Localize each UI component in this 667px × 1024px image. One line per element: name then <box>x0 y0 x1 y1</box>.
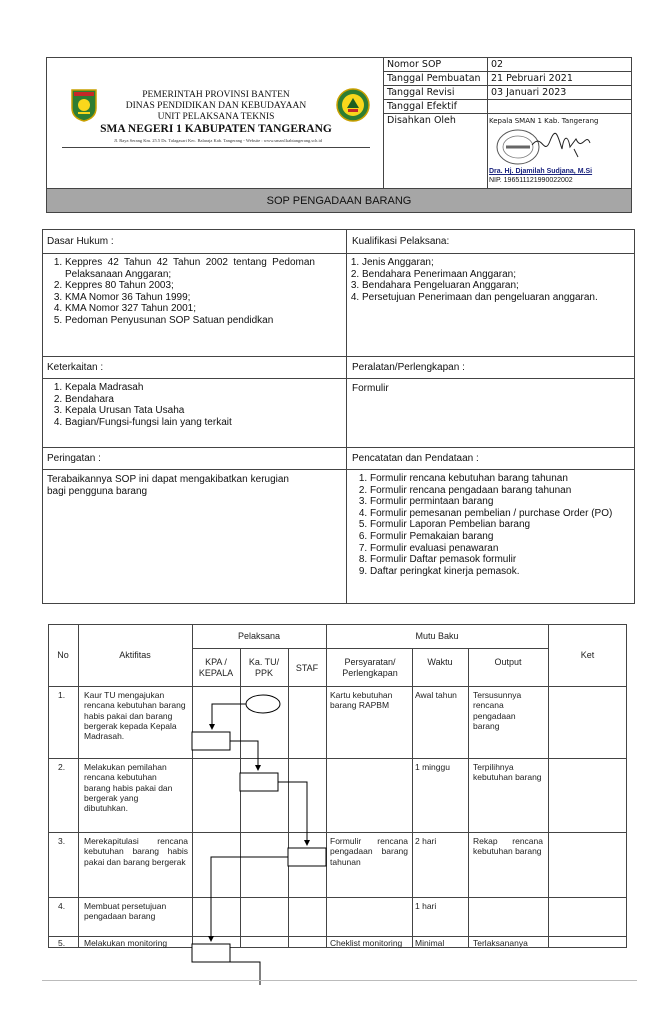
row-persyaratan: Formulir rencana pengadaan barang tahunan <box>330 836 408 867</box>
list-item: 3. KMA Nomor 36 Tahun 1999; <box>65 292 315 304</box>
flow-arrow <box>211 857 288 941</box>
pencatatan-title: Pencatatan dan Pendataan : <box>352 453 479 464</box>
row-number: 4. <box>58 901 66 911</box>
keterkaitan-title: Keterkaitan : <box>47 362 104 373</box>
row-waktu: 2 hari <box>415 836 437 846</box>
signer-nip: NIP. 196511121990022002 <box>489 177 573 184</box>
list-item: 1. Jenis Anggaran; <box>362 257 632 269</box>
list-item: 6. Formulir Pemakaian barang <box>370 531 630 543</box>
school-address: Jl. Raya Serang Km. 25.5 Ds. Talagasari Kec. Balaraja Kab. Tangerang - Website : www.sman1kabtangerang.sch.id <box>113 138 323 143</box>
header-waktu: Waktu <box>427 657 453 667</box>
row-aktifitas: Membuat persetujuan pengadaan barang <box>84 901 167 922</box>
kualifikasi-title: Kualifikasi Pelaksana: <box>352 236 450 247</box>
flow-arrow <box>212 704 246 729</box>
list-item: 8. Formulir Daftar pemasok formulir <box>370 554 630 566</box>
list-item: 1. Formulir rencana kebutuhan barang tahunan <box>370 473 630 485</box>
row-persyaratan: Kartu kebutuhan barang RAPBM <box>330 690 393 711</box>
list-item: 2. Keppres 80 Tahun 2003; <box>65 280 315 292</box>
list-item: 5. Pedoman Penyusunan SOP Satuan pendidkan <box>65 315 315 327</box>
row-number: 2. <box>58 762 66 772</box>
flow-arrow <box>278 782 307 845</box>
flow-line <box>230 962 260 985</box>
list-item: 4. Bagian/Fungsi-fungsi lain yang terkait <box>65 417 337 429</box>
row-output: Rekap rencana kebutuhan barang <box>473 836 543 857</box>
list-item: 2. Formulir rencana pengadaan barang tahunan <box>370 485 630 497</box>
row-output: Tersusunnya rencana pengadaan barang <box>473 690 522 731</box>
meta-label: Nomor SOP <box>387 59 442 70</box>
row-number: 1. <box>58 690 66 700</box>
row-output: Terlaksananya <box>473 938 528 948</box>
list-item: 3. Formulir permintaan barang <box>370 496 630 508</box>
process-box <box>240 773 278 791</box>
process-box <box>192 732 230 750</box>
list-item: 4. KMA Nomor 327 Tahun 2001; <box>65 303 315 315</box>
row-number: 3. <box>58 836 66 846</box>
row-aktifitas: Merekapitulasi rencana kebutuhan barang habis pakai dan barang bergerak <box>84 836 188 867</box>
list-item: 3. Bendahara Pengeluaran Anggaran; <box>362 280 632 292</box>
row-aktifitas: Melakukan monitoring <box>84 938 168 948</box>
meta-label: Tanggal Efektif <box>387 101 458 112</box>
header-output: Output <box>494 657 522 667</box>
row-output: Terpilihnya kebutuhan barang <box>473 762 542 783</box>
list-item: 3. Kepala Urusan Tata Usaha <box>65 405 337 417</box>
process-box <box>288 848 326 866</box>
peralatan-text: Formulir <box>352 383 389 394</box>
header-ket: Ket <box>580 650 595 660</box>
process-box <box>192 944 230 962</box>
peralatan-title: Peralatan/Perlengkapan : <box>352 362 465 373</box>
list-item: 4. Persetujuan Penerimaan dan pengeluaran anggaran. <box>362 292 632 304</box>
meta-label: Disahkan Oleh <box>387 115 456 126</box>
header-aktifitas: Aktifitas <box>119 650 151 660</box>
institution-line: DINAS PENDIDIKAN DAN KEBUDAYAAN <box>125 101 307 111</box>
row-aktifitas: Melakukan pemilahan rencana kebutuhan barang habis pakai dan bergerak yang dibutuhkan. <box>84 762 173 814</box>
header-pelaksana: Pelaksana <box>237 631 281 641</box>
row-aktifitas: Kaur TU mengajukan rencana kebutuhan barang habis pakai dan barang bergerak kepada Kepala Madrasah. <box>84 690 186 742</box>
list-item: 2. Bendahara <box>65 394 337 406</box>
peringatan-text: Terabaikannya SOP ini dapat mengakibatkan kerugian bagi pengguna barang <box>47 474 289 497</box>
list-item: 1. Keppres 42 Tahun 42 Tahun 2002 tentang Pedoman Pelaksanaan Anggaran; <box>65 257 315 280</box>
meta-value: 02 <box>491 59 504 70</box>
institution-line: UNIT PELAKSANA TEKNIS <box>157 112 275 122</box>
row-waktu: Awal tahun <box>415 690 457 700</box>
dasar-hukum-title: Dasar Hukum : <box>47 236 114 247</box>
meta-label: Tanggal Pembuatan <box>387 73 481 84</box>
row-persyaratan: Cheklist monitoring <box>330 938 403 948</box>
list-item: 4. Formulir pemesanan pembelian / purchase Order (PO) <box>370 508 630 520</box>
institution-line: PEMERINTAH PROVINSI BANTEN <box>142 90 290 100</box>
list-item: 7. Formulir evaluasi penawaran <box>370 543 630 555</box>
header-staf: STAF <box>295 663 319 673</box>
row-waktu: 1 minggu <box>415 762 450 772</box>
row-waktu: Minimal <box>415 938 445 948</box>
meta-value: 21 Pebruari 2021 <box>491 73 573 84</box>
meta-label: Tanggal Revisi <box>387 87 455 98</box>
list-item: 1. Kepala Madrasah <box>65 382 337 394</box>
row-waktu: 1 hari <box>415 901 437 911</box>
row-number: 5. <box>58 938 66 948</box>
page-rule <box>42 980 637 981</box>
meta-value: 03 Januari 2023 <box>491 87 567 98</box>
start-terminator <box>246 695 280 713</box>
list-item: 5. Formulir Laporan Pembelian barang <box>370 519 630 531</box>
header-persyaratan: Persyaratan/ Perlengkapan <box>342 657 398 678</box>
header-mutu-baku: Mutu Baku <box>415 631 459 641</box>
signer-name: Dra. Hj. Djamilah Sudjana, M.Si <box>489 168 593 175</box>
header-kpa: KPA / KEPALA <box>198 657 234 678</box>
document-title: SOP PENGADAAN BARANG <box>46 188 632 213</box>
header-katu: Ka. TU/ PPK <box>248 657 280 678</box>
header-no: No <box>57 650 69 660</box>
list-item: 9. Daftar peringkat kinerja pemasok. <box>370 566 630 578</box>
list-item: 2. Bendahara Penerimaan Anggaran; <box>362 269 632 281</box>
school-name: SMA NEGERI 1 KABUPATEN TANGERANG <box>100 123 332 135</box>
flow-arrow <box>230 741 258 770</box>
approver-title: Kepala SMAN 1 Kab. Tangerang <box>489 117 599 125</box>
peringatan-title: Peringatan : <box>47 453 101 464</box>
